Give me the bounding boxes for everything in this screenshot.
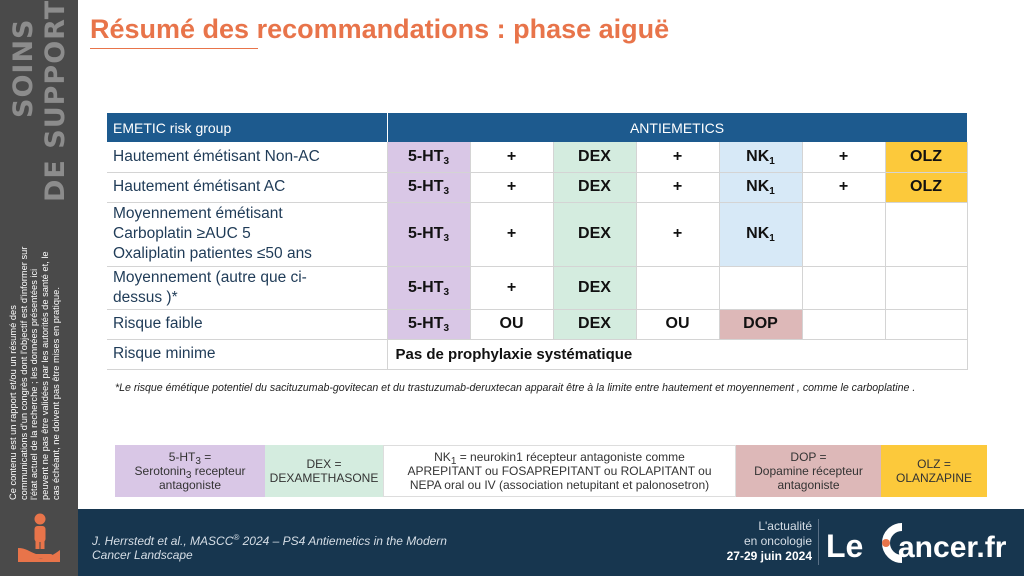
empty-cell: [802, 309, 885, 339]
ht3-text: 5-HT: [407, 147, 444, 165]
legend-nk1: [383, 445, 736, 497]
title-underline: [90, 48, 258, 49]
risk-label-line: Carboplatin ≥AUC 5: [113, 225, 251, 242]
nk1-sub: 1: [769, 186, 775, 197]
table-row: [107, 266, 967, 309]
table-row: [107, 202, 967, 266]
operator-cell: +: [802, 142, 885, 172]
ht3-cell: [387, 309, 470, 339]
sidebar-title: [6, 0, 72, 204]
empty-cell: [802, 202, 885, 266]
table-row: [107, 339, 967, 369]
legend-text: Serotonin: [134, 464, 186, 478]
footer-divider: [818, 519, 819, 565]
ht3-text: 5-HT: [407, 225, 444, 242]
olz-cell: OLZ: [885, 142, 967, 172]
header-antiemetics: ANTIEMETICS: [387, 113, 967, 142]
event-info: [696, 519, 812, 564]
dex-cell: DEX: [553, 309, 636, 339]
legend-text: OLANZAPINE: [895, 471, 973, 485]
risk-label: [107, 266, 387, 309]
dex-cell: DEX: [553, 172, 636, 202]
operator-cell: +: [802, 172, 885, 202]
ht3-text: 5-HT: [407, 178, 444, 195]
table-header-row: [107, 113, 967, 142]
risk-label-line: Moyennement émétisant: [113, 205, 283, 222]
legend-ht3: [115, 445, 265, 497]
hand-person-icon: [16, 512, 62, 564]
footnote: *Le risque émétique potentiel du sacituzumab-govitecan et du trastuzumab-deruxtecan apparait être à la limite entre hautement et moyennement , comme le carboplatine .: [115, 382, 916, 394]
event-line1: L'actualité: [758, 519, 812, 533]
ht3-sub: 3: [443, 286, 450, 298]
header-emetic-risk-group: EMETIC risk group: [107, 113, 387, 142]
legend-text: antagoniste: [158, 478, 222, 492]
table-row: [107, 142, 967, 172]
ht3-sub: 3: [443, 155, 450, 167]
nk1-sub: 1: [769, 233, 775, 244]
nk1-sub: 1: [769, 155, 775, 167]
ht3-sub: 3: [443, 186, 450, 197]
legend-text: APREPITANT ou FOSAPREPITANT ou ROLAPITANT ou: [407, 464, 712, 478]
empty-cell: [885, 309, 967, 339]
sidebar-title-line2: DE SUPPORT: [40, 0, 71, 202]
operator-cell: +: [636, 202, 719, 266]
operator-cell: OU: [470, 309, 553, 339]
empty-cell: [802, 266, 885, 309]
legend-dex: [265, 445, 383, 497]
ht3-cell: [387, 202, 470, 266]
dex-cell: DEX: [553, 266, 636, 309]
ht3-sub: 3: [443, 323, 450, 334]
empty-cell: [885, 266, 967, 309]
operator-cell: +: [470, 172, 553, 202]
ht3-cell: [387, 266, 470, 309]
nk1-cell: [719, 202, 802, 266]
legend-text: DEX =: [306, 457, 342, 471]
nk1-text: NK: [746, 147, 770, 165]
legend-text: =: [200, 450, 212, 464]
legend-text: OLZ =: [917, 457, 951, 471]
footer: [78, 509, 1024, 576]
risk-label-line: dessus )*: [113, 288, 178, 306]
legend-sub: 3: [195, 456, 201, 467]
ht3-cell: [387, 172, 470, 202]
event-dates: 27-29 juin 2024: [726, 549, 812, 563]
page-title: Résumé des recommandations : phase aiguë: [90, 14, 670, 44]
nk1-text: NK: [746, 225, 770, 242]
reference-text: J. Herrstedt et al., MASCC: [92, 534, 234, 548]
reference: [92, 531, 522, 562]
legend-dop: [736, 445, 881, 497]
dop-cell: DOP: [719, 309, 802, 339]
sidebar: [0, 0, 78, 576]
table-row: [107, 172, 967, 202]
dex-cell: DEX: [553, 202, 636, 266]
ht3-cell: [387, 142, 470, 172]
empty-cell: [636, 266, 719, 309]
risk-label: Hautement émétisant Non-AC: [107, 142, 387, 172]
sidebar-title-line1: SOINS: [8, 18, 39, 118]
ht3-text: 5-HT: [407, 315, 444, 332]
empty-cell: [719, 266, 802, 309]
olz-cell: OLZ: [885, 172, 967, 202]
risk-label: Risque faible: [107, 309, 387, 339]
nk1-cell: [719, 142, 802, 172]
brand-dot-icon: [882, 539, 890, 547]
brand-le: Le: [826, 528, 864, 564]
operator-cell: +: [636, 172, 719, 202]
operator-cell: +: [636, 142, 719, 172]
legend-text: Dopamine récepteur: [754, 464, 863, 478]
reference-reg: ®: [233, 533, 240, 542]
operator-cell: +: [470, 142, 553, 172]
legend-text: NEPA oral ou IV (association netupitant et palonosetron): [409, 478, 710, 492]
operator-cell: OU: [636, 309, 719, 339]
legend-sub: 3: [185, 470, 192, 481]
legend-text: antagoniste: [777, 478, 840, 492]
brand-rest: ancer.fr: [898, 531, 1007, 564]
nk1-text: NK: [746, 178, 770, 195]
legend-text: recepteur: [191, 464, 246, 478]
antiemetics-table: [107, 113, 968, 370]
lecancer-logo: [824, 517, 1024, 569]
dex-cell: DEX: [553, 142, 636, 172]
legend-text: DOP =: [790, 450, 827, 464]
risk-label: Risque minime: [107, 339, 387, 369]
legend: [115, 445, 987, 497]
event-line2: en oncologie: [743, 534, 812, 548]
legend-text: = neurokin1 récepteur antagoniste comme: [456, 450, 685, 464]
reference-text: Cancer Landscape: [92, 548, 193, 562]
ht3-text: 5-HT: [407, 278, 444, 296]
reference-text: 2024 – PS4 Antiemetics in the Modern: [239, 534, 447, 548]
ht3-sub: 3: [443, 233, 450, 244]
risk-label-line: Oxaliplatin patientes ≤50 ans: [113, 245, 312, 262]
legend-text: 5-HT: [168, 450, 196, 464]
legend-text: NK: [434, 450, 451, 464]
sidebar-disclaimer: Ce contenu est un rapport et/ou un résumé des communications d'un congrès dont l'objectif est d'informer sur l'état actuel de la recherche ; les données présentées ici peuvent ne pas être validées par les autorités de santé et, le cas échéant, ne doivent pas être mises en pratique.: [8, 246, 61, 500]
legend-sub: 1: [450, 456, 457, 467]
no-prophylaxis-note: Pas de prophylaxie systématique: [387, 339, 967, 369]
risk-label-line: Moyennement (autre que ci-: [113, 268, 307, 286]
empty-cell: [885, 202, 967, 266]
table-row: [107, 309, 967, 339]
risk-label: [107, 202, 387, 266]
nk1-cell: [719, 172, 802, 202]
legend-text: DEXAMETHASONE: [269, 471, 379, 485]
operator-cell: +: [470, 266, 553, 309]
operator-cell: +: [470, 202, 553, 266]
risk-label: Hautement émétisant AC: [107, 172, 387, 202]
legend-olz: [881, 445, 987, 497]
